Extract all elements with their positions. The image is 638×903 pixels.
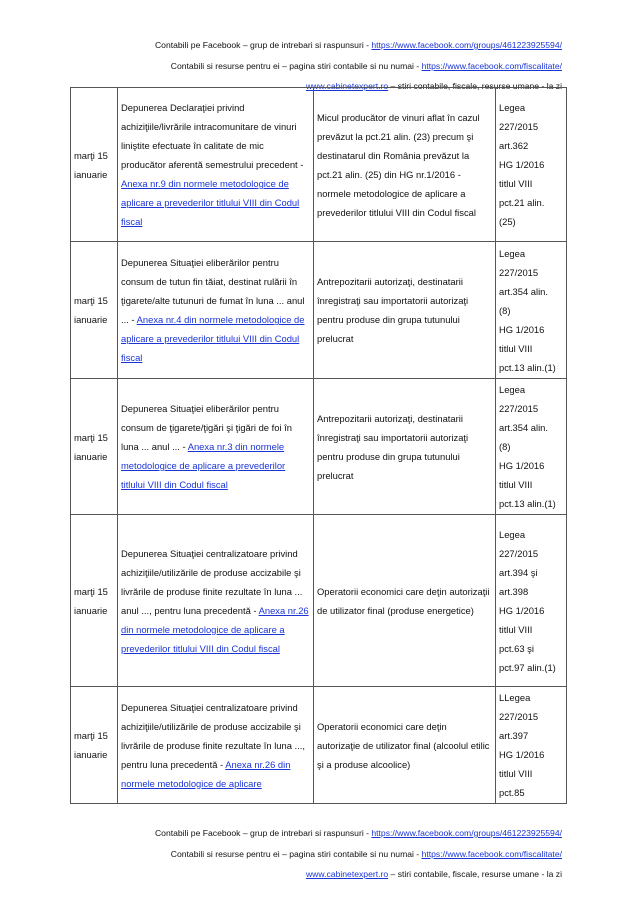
obligation-cell: Depunerea Situaţiei eliberărilor pentru consum de tutun fin tăiat, destinat rulării în ţigarete/alte tutunuri de fumat în luna ... anul ... - Anexa nr.4 din normele metodologice de aplicare a prevederilor titlului VIII din Codul fiscal [118,242,314,379]
legal-basis-line: 227/2015 [499,121,539,132]
legal-basis-line: titlul VIII [499,479,533,490]
page-footer [155,823,562,885]
deadlines-table [70,87,567,804]
legal-basis-line: pct.13 alin.(1) [499,498,556,509]
legal-basis-cell [496,379,567,515]
legal-basis-line: art.354 alin. [499,422,548,433]
legal-basis-line: pct.21 alin. [499,197,545,208]
legal-basis-line: HG 1/2016 [499,749,545,760]
legal-basis-line: LLegea [499,692,531,703]
date-cell: marţi 15 ianuarie [71,515,118,687]
legal-basis-line: 227/2015 [499,403,539,414]
legal-basis-line: pct.97 alin.(1) [499,661,556,673]
footer-line-1: Contabili pe Facebook – grup de intrebari si raspunsuri - https://www.facebook.com/groups/461223925594/ [154,828,562,838]
obligation-cell: Depunerea Situaţiei centralizatoare privind achiziţiile/utilizările de produse accizabile şi livrările de produse finite rezultate în luna ... anul ..., pentru luna precedentă - Anexa nr.26 din normele metodologice de aplicare a prevederilor titlului VIII din Codul fiscal [118,515,314,687]
legal-basis-line: art.394 şi [499,566,538,578]
annex-link[interactable]: Anexa nr.9 din normele metodologice de aplicare a prevederilor titlului VIII din Codul fiscal [121,178,300,227]
date-cell: marţi 15 ianuarie [71,88,118,242]
facebook-page-link[interactable]: https://www.facebook.com/fiscalitate/ [421,60,562,71]
taxpayer-cell: Micul producător de vinuri aflat în cazul prevăzut la pct.21 alin. (23) precum şi destinatarul din România prevăzut la pct.21 alin. (25) din HG nr.1/2016 -normele metodologice de aplicare a prevederilor titlului VIII din Codul fiscal [314,88,496,242]
facebook-group-link[interactable]: https://www.facebook.com/groups/461223925594/ [371,40,562,50]
legal-basis-line: pct.13 alin.(1) [499,361,556,373]
legal-basis-line: (8) [499,441,511,452]
legal-basis-line: HG 1/2016 [499,159,545,170]
legal-basis-line: pct.85 [499,787,525,798]
legal-basis-line: pct.63 şi [499,642,534,654]
legal-basis-line: art.398 [499,585,529,597]
annex-link[interactable]: Anexa nr.26 din normele metodologice de aplicare [121,758,291,789]
legal-basis-line: titlul VIII [499,768,533,779]
legal-basis-line: art.397 [499,730,529,741]
header-line-1: Contabili pe Facebook – grup de intrebari si raspunsuri - https://www.facebook.com/groups/461223925594/ [154,40,562,50]
obligation-cell: Depunerea Situaţiei centralizatoare privind achiziţiile/utilizările de produse accizabile şi livrările de produse finite rezultate în luna ..., pentru luna precedentă - Anexa nr.26 din normele metodologice de aplicare [118,687,314,804]
table-row [71,88,567,242]
footer-line-3: www.cabinetexpert.ro – stiri contabile, fiscale, resurse umane - la zi [305,869,562,879]
cabinetexpert-link[interactable]: www.cabinetexpert.ro [305,81,389,91]
legal-basis-line: 227/2015 [499,266,539,278]
table-row [71,515,567,687]
date-cell: marţi 15 ianuarie [71,687,118,804]
legal-basis-line: (8) [499,304,511,316]
table-row [71,687,567,804]
legal-basis-line: Legea [499,102,526,113]
legal-basis-line: 227/2015 [499,711,539,722]
header-line-3: www.cabinetexpert.ro – stiri contabile, fiscale, resurse umane - la zi [305,81,562,91]
date-cell: marţi 15 ianuarie [71,242,118,379]
annex-link[interactable]: Anexa nr.26 din normele metodologice de aplicare a prevederilor titlului VIII din Codul fiscal [121,604,309,654]
date-cell: marţi 15 ianuarie [71,379,118,515]
legal-basis-line: HG 1/2016 [499,460,545,471]
legal-basis-cell [496,515,567,687]
legal-basis-line: titlul VIII [499,623,533,635]
taxpayer-cell: Antrepozitarii autorizaţi, destinatarii înregistraţi sau importatorii autorizaţi pentru produse din grupa tutunului prelucrat [314,379,496,515]
taxpayer-cell: Operatorii economici care deţin autorizaţii de utilizator final (produse energetice) [314,515,496,687]
legal-basis-cell [496,242,567,379]
header-line-2: Contabili si resurse pentru ei – pagina stiri contabile si nu numai - https://www.facebook.com/fiscalitate/ [170,60,562,71]
facebook-page-link[interactable]: https://www.facebook.com/fiscalitate/ [421,848,562,859]
legal-basis-line: art.354 alin. [499,285,548,297]
cabinetexpert-link[interactable]: www.cabinetexpert.ro [305,869,389,879]
legal-basis-line: art.362 [499,140,529,151]
legal-basis-line: Legea [499,528,526,540]
legal-basis-line: (25) [499,216,516,227]
legal-basis-cell [496,88,567,242]
obligation-cell: Depunerea Declaraţiei privind achiziţiile/livrările intracomunitare de vinuri liniştite efectuate în calitate de mic producător aferentă semestrului precedent - Anexa nr.9 din normele metodologice de aplicare a prevederilor titlului VIII din Codul fiscal [118,88,314,242]
legal-basis-line: Legea [499,247,526,259]
legal-basis-line: HG 1/2016 [499,604,545,616]
table-row [71,242,567,379]
footer-line-2: Contabili si resurse pentru ei – pagina stiri contabile si nu numai - https://www.facebook.com/fiscalitate/ [170,848,562,859]
table-row [71,379,567,515]
legal-basis-line: Legea [499,384,526,395]
annex-link[interactable]: Anexa nr.3 din normele metodologice de aplicare a prevederilor titlului VIII din Codul fiscal [121,441,286,490]
taxpayer-cell: Operatorii economici care deţin autorizaţie de utilizator final (alcoolul etilic şi a produse alcoolice) [314,687,496,804]
taxpayer-cell: Antrepozitarii autorizaţi, destinatarii înregistraţi sau importatorii autorizaţi pentru produse din grupa tutunului prelucrat [314,242,496,379]
legal-basis-line: 227/2015 [499,547,539,559]
legal-basis-line: HG 1/2016 [499,323,545,335]
facebook-group-link[interactable]: https://www.facebook.com/groups/461223925594/ [371,828,562,838]
legal-basis-line: titlul VIII [499,178,533,189]
legal-basis-line: titlul VIII [499,342,533,354]
obligation-cell: Depunerea Situaţiei eliberărilor pentru consum de ţigarete/ţigări şi ţigări de foi în luna ... anul ... - Anexa nr.3 din normele metodologice de aplicare a prevederilor titlului VIII din Codul fiscal [118,379,314,515]
annex-link[interactable]: Anexa nr.4 din normele metodologice de aplicare a prevederilor titlului VIII din Codul fiscal [121,314,305,363]
legal-basis-cell [496,687,567,804]
